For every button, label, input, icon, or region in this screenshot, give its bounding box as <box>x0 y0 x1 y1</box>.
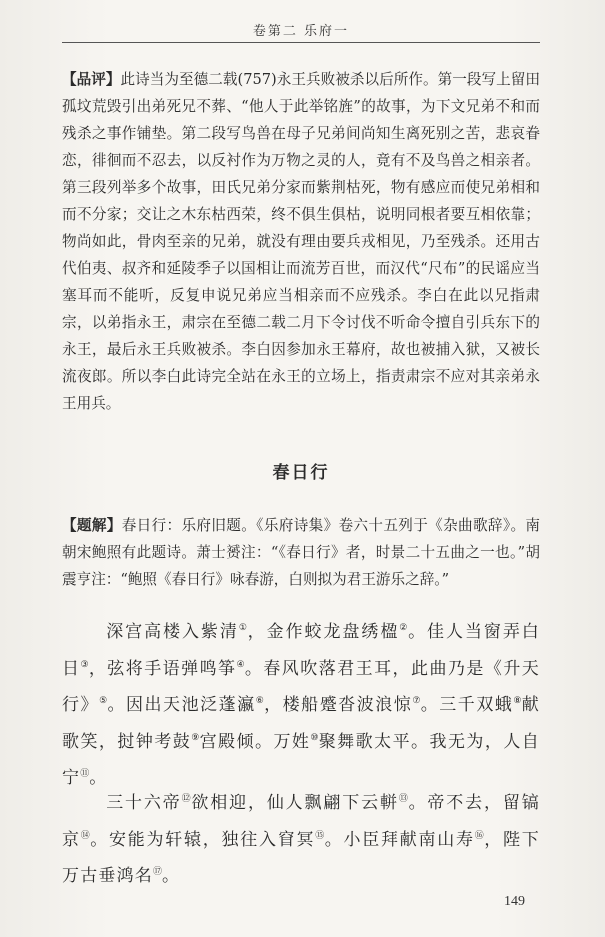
poem-segment: 。春风吹落君王耳，此曲乃是《升天行》 <box>62 658 540 715</box>
poem-segment: 三十六帝 <box>106 793 182 813</box>
poem-segment: 。佳人当窗弄白日 <box>62 622 541 679</box>
poem-segment: 。因出天池泛蓬瀛 <box>107 695 256 715</box>
poem-segment: 。 <box>89 768 108 788</box>
footnote-marker: ③ <box>80 659 89 670</box>
poem-body <box>62 612 540 795</box>
explanation-paragraph <box>62 512 540 593</box>
poem-title: 春日行 <box>272 463 330 483</box>
commentary-section <box>62 66 540 417</box>
explanation-text: 春日行：乐府旧题。《乐府诗集》卷六十五列于《杂曲歌辞》。南朝宋鲍照有此题诗。萧士赟注：“《春日行》者，时景二十五曲之一也。”胡震亨注：“鲍照《春日行》咏春游，白则拟为君王游乐之辞。” <box>62 517 540 588</box>
poem-segment: 宫殿倾。万姓 <box>199 731 311 752</box>
header-rule <box>62 42 540 43</box>
poem-segment: ，金作蛟龙盘绣楹 <box>247 622 400 642</box>
poem-segment: 。 <box>162 866 181 886</box>
commentary-label: 【品评】 <box>62 71 121 88</box>
explanation-label: 【题解】 <box>62 517 122 534</box>
footnote-marker: ⑦ <box>412 696 421 706</box>
footnote-marker: ⑰ <box>153 867 163 877</box>
commentary-text: 此诗当为至德二载(757)永王兵败被杀以后所作。第一段写上留田孤坟荒毁引出弟死兄不葬、“他人于此举铭旌”的故事，为下文兄弟不和而残杀之事作铺垫。第二段写鸟兽在母子兄弟间尚知生离死别之苦，悲哀眷恋，徘徊而不忍去，以反衬作为万物之灵的人，竟有不及鸟兽之相亲者。第三段列举多个故事，田氏兄弟分家而紫荆枯死，物有感应而使兄弟相和而不分家；交让之木东枯西荣，终不俱生俱枯，说明同根者要互相依靠；物尚如此，骨肉至亲的兄弟，就没有理由要兵戎相见，乃至残杀。还用古代伯夷、叔齐和延陵季子以国相让而流芳百世，而汉代“尺布”的民谣应当塞耳而不能听，反复申说兄弟应当相亲而不应残杀。李白在此以兄指肃宗，以弟指永王，肃宗在至德二载二月下令讨伐不听命令擅自引兵东下的永王，最后永王兵败被杀。李白因参加永王幕府，故也被捕入狱，又被长流夜郎。所以李白此诗完全站在永王的立场上，指责肃宗不应对其亲弟永王用兵。 <box>62 71 540 412</box>
poem-segment: 。三千双蛾 <box>420 695 514 715</box>
running-head: 卷第二 乐府一 <box>252 24 350 39</box>
poem-stanza-2 <box>62 783 540 893</box>
footnote-marker: ⑥ <box>255 696 265 706</box>
poem-segment: 献歌笑，挝钟考鼓 <box>62 695 540 752</box>
poem-segment: 。帝不去，留镐京 <box>62 793 540 850</box>
poem-stanza-1 <box>62 612 540 795</box>
footnote-marker: ② <box>399 623 409 633</box>
footnote-marker: ④ <box>236 659 245 670</box>
poem-segment: 。安能为轩辕，独往入窅冥 <box>90 829 316 850</box>
commentary-paragraph <box>62 66 540 417</box>
poem-segment: 聚舞歌太平。我无为，人自宁 <box>62 731 541 788</box>
footnote-marker: ⑮ <box>315 830 325 841</box>
footnote-marker: ⑤ <box>99 696 108 706</box>
poem-segment: ，楼船蹙沓波浪惊 <box>264 695 413 715</box>
poem-segment: 。小臣拜献南山寿 <box>324 829 475 850</box>
poem-segment: ，弦将手语弹鸣筝 <box>88 658 237 679</box>
poem-segment: ，陛下万古垂鸿名 <box>62 829 540 886</box>
poem-segment: 深宫高楼入紫清 <box>106 622 239 642</box>
footnote-marker: ⑫ <box>181 794 192 804</box>
footnote-marker: ⑬ <box>398 794 409 804</box>
explanation-section <box>62 512 540 593</box>
footnote-marker: ⑩ <box>310 732 319 743</box>
page-number: 149 <box>504 894 525 909</box>
footnote-marker: ⑪ <box>80 769 90 779</box>
footnote-marker: ⑨ <box>191 732 200 743</box>
footnote-marker: ⑧ <box>513 696 522 706</box>
poem-body-2 <box>62 783 540 893</box>
footnote-marker: ⑯ <box>474 830 485 841</box>
footnote-marker: ⑭ <box>80 830 91 841</box>
footnote-marker: ① <box>238 623 248 633</box>
poem-segment: 欲相迎，仙人飘翩下云軿 <box>191 793 399 813</box>
